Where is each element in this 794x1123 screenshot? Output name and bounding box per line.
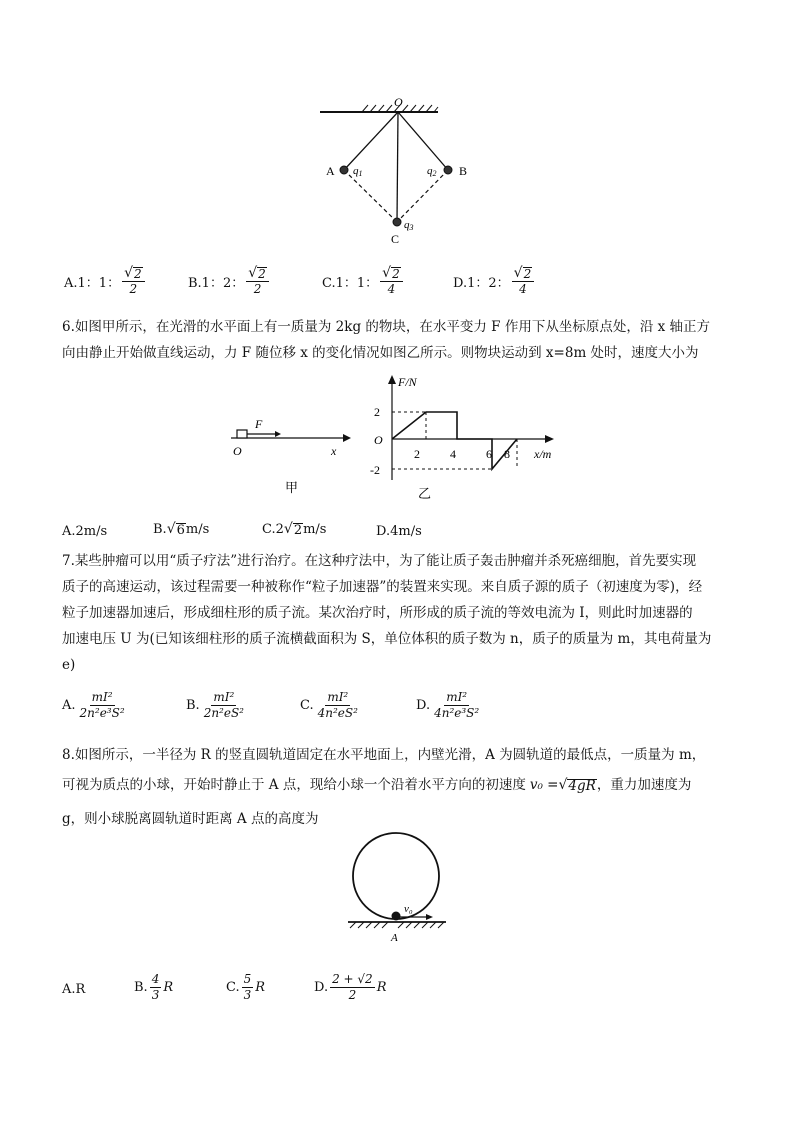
q6-option-a: A.2m/s [62, 524, 108, 539]
q6-option-c: C.2 √ 2 m/s [262, 521, 327, 538]
q8-option-c: C. $\frac{5}{3}$ R [226, 972, 266, 1002]
point-C-label: C [391, 232, 400, 246]
ground-hatch [350, 922, 444, 928]
q7-option-c: C. $\frac{\text{mI²}}{\text{4n²eS²}}$ [300, 690, 358, 720]
q7-option-b: B. $\frac{\text{mI²}}{\text{2n²eS²}}$ [186, 690, 244, 720]
force-arrow-head [275, 431, 281, 437]
q5-option-d: D.1：2： √ 2 4 [453, 266, 536, 297]
tick-x-2: 2 [414, 447, 420, 461]
x-label-jia: x [331, 444, 337, 458]
y-axis-arrow [388, 375, 396, 384]
origin-label-yi: O [374, 433, 383, 447]
q7-line-5: e) [62, 657, 76, 673]
q6-option-b: B. √ 6 m/s [153, 521, 210, 538]
block [237, 430, 247, 438]
q7-c-fraction: $\frac{\text{mI²}}{\text{4n²eS²}}$ [317, 690, 358, 720]
q8-line-1: 8.如图所示，一半径为 R 的竖直圆轨道固定在水平地面上，内壁光滑，A 为圆轨道的最低点，一质量为 m， [62, 747, 706, 763]
q6-c-sqrt: √ 2 [283, 521, 303, 538]
q7-b-fraction: $\frac{\text{mI²}}{\text{2n²eS²}}$ [203, 690, 244, 720]
q7-line-2: 质子的高速运动，该过程需要一种被称作“粒子加速器”的装置来实现。来自质子源的质子（初速度为零)，经 [62, 579, 703, 595]
q5-a-fraction: √ 2 2 [122, 266, 145, 297]
q3-label: q3 [404, 219, 414, 232]
q1-label: q1 [353, 165, 363, 178]
q5-option-b: B.1：2： √ 2 2 [188, 266, 271, 297]
v0-label: v₀ [404, 903, 413, 915]
dash-BC [397, 170, 448, 222]
string-OC [397, 112, 398, 222]
force-label: F [255, 417, 263, 431]
point-O-label: O [394, 95, 403, 109]
q6-b-sqrt: √ 6 [166, 521, 185, 538]
charges-figure [320, 92, 480, 252]
charge-B [444, 166, 452, 174]
q7-option-d: D. $\frac{\text{mI²}}{\text{4n²e³S²}}$ [416, 690, 480, 720]
q7-line-3: 粒子加速器加速后，形成细柱形的质子流。某次治疗时，所形成的质子流的等效电流为 I，则此时加速器的 [62, 605, 693, 621]
tick-x-6: 6 [486, 447, 492, 461]
q6-line-2: 向由静止开始做直线运动，力 F 随位移 x 的变化情况如图乙所示。则物块运动到 x=8m 处时，速度大小为 [62, 345, 699, 361]
caption-jia: 甲 [285, 480, 299, 495]
charge-C [393, 218, 401, 226]
point-B-label: B [459, 164, 468, 178]
q7-option-a: A. $\frac{\text{mI²}}{\text{2n²e³S²}}$ [62, 690, 125, 720]
string-OB [398, 112, 448, 170]
circular-track [353, 833, 439, 919]
tick-x-4: 4 [450, 447, 456, 461]
q8-option-a: A.R [62, 982, 86, 997]
q5-option-a: A.1：1： √ 2 2 [64, 266, 147, 297]
tick-y-neg2: -2 [370, 463, 380, 477]
caption-yi: 乙 [418, 486, 432, 501]
charge-A [340, 166, 348, 174]
q8-sqrt: √ 4gR [558, 776, 596, 794]
tick-y-2: 2 [374, 405, 380, 419]
ball [392, 912, 401, 921]
q5-c-fraction: √ 2 4 [380, 266, 403, 297]
q7-line-1: 7.某些肿瘤可以用“质子疗法”进行治疗。在这种疗法中，为了能让质子轰击肿瘤并杀死癌细胞，首先要实现 [62, 553, 697, 569]
q5-b-fraction: √ 2 2 [246, 266, 269, 297]
q8-b-fraction: $\frac{4}{3}$ [151, 972, 160, 1002]
x-axis-label: x/m [534, 447, 552, 461]
q8-option-d: D. $\frac{2 + √2}{2}$ R [314, 972, 387, 1002]
y-axis-label: F/N [398, 375, 417, 389]
q6-line-1: 6.如图甲所示，在光滑的水平面上有一质量为 2kg 的物块，在水平变力 F 作用下从坐标原点处，沿 x 轴正方 [62, 319, 711, 335]
q8-c-fraction: $\frac{5}{3}$ [243, 972, 252, 1002]
q8-line-3: g，则小球脱离圆轨道时距离 A 点的高度为 [62, 811, 319, 827]
q6-option-d: D.4m/s [376, 524, 422, 539]
x-axis-arrow-yi [545, 435, 554, 443]
string-OA [344, 112, 398, 170]
q5-d-fraction: √ 2 4 [512, 266, 535, 297]
point-A-label: A [326, 164, 335, 178]
dash-AC [344, 170, 397, 222]
velocity-arrow-head [426, 914, 433, 920]
q5-option-c: C.1：1： √ 2 4 [322, 266, 405, 297]
tick-x-8: 8 [504, 447, 510, 461]
q8-d-fraction: $\frac{2 + √2}{2}$ [332, 972, 373, 1002]
q8-line-2: 可视为质点的小球，开始时静止于 A 点，现给小球一个沿着水平方向的初速度 v₀ = √ 4gR ，重力加速度为 [62, 776, 692, 794]
q8-option-b: B. $\frac{4}{3}$ R [134, 972, 174, 1002]
x-axis-arrow [343, 434, 351, 442]
q7-d-fraction: $\frac{\text{mI²}}{\text{4n²e³S²}}$ [434, 690, 480, 720]
origin-label-jia: O [233, 444, 242, 458]
q7-a-fraction: $\frac{\text{mI²}}{\text{2n²e³S²}}$ [79, 690, 125, 720]
q7-line-4: 加速电压 U 为(已知该细柱形的质子流横截面积为 S，单位体积的质子数为 n，质子的质量为 m，其电荷量为 [62, 631, 712, 647]
point-A-label-q8: A [391, 932, 398, 944]
figure-jia [225, 408, 355, 498]
q2-label: q2 [427, 165, 437, 178]
circular-track-figure [340, 832, 460, 950]
figure-yi [362, 372, 572, 502]
